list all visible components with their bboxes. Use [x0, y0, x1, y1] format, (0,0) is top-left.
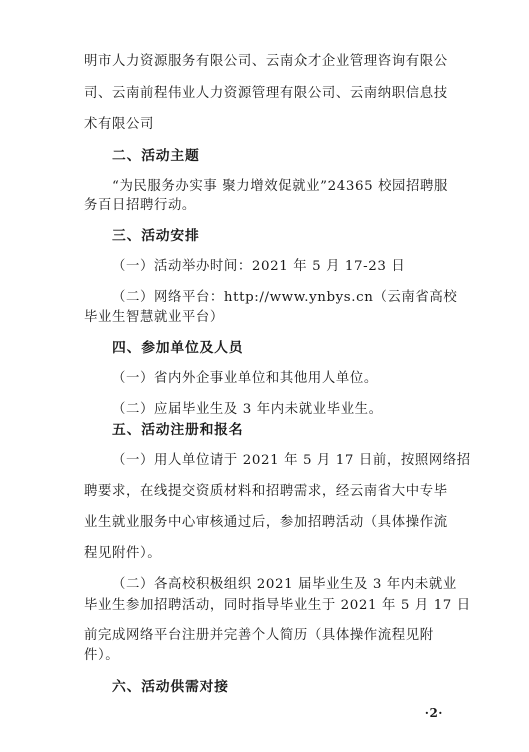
section-heading-registration: 五、活动注册和报名: [112, 422, 244, 438]
registration-item-1-line-3: 业生就业服务中心审核通过后，参加招聘活动（具体操作流: [84, 515, 448, 530]
section-heading-matching: 六、活动供需对接: [112, 679, 229, 695]
schedule-item-time: （一）活动举办时间：2021 年 5 月 17-23 日: [112, 259, 406, 274]
page-number: ·2·: [424, 706, 443, 720]
participants-item-2: （二）应届毕业生及 3 年内未就业毕业生。: [112, 402, 383, 417]
section-heading-participants: 四、参加单位及人员: [112, 340, 244, 356]
registration-item-2-line-2: 毕业生参加招聘活动，同时指导毕业生于 2021 年 5 月 17 日: [84, 598, 471, 613]
schedule-item-platform-line-1: （二）网络平台：http://www.ynbys.cn（云南省高校: [112, 290, 458, 305]
companies-line-1: 明市人力资源服务有限公司、云南众才企业管理咨询有限公: [84, 54, 448, 69]
registration-item-1-line-4: 程见附件）。: [84, 546, 162, 561]
companies-line-3: 术有限公司: [84, 117, 154, 132]
registration-item-2-line-3: 前完成网络平台注册并完善个人简历（具体操作流程见附: [84, 628, 434, 643]
section-heading-schedule: 三、活动安排: [112, 228, 200, 244]
registration-item-2-line-4: 件）。: [84, 648, 120, 663]
theme-line-2: 务百日招聘行动。: [84, 198, 196, 213]
schedule-item-platform-line-2: 毕业生智慧就业平台）: [84, 310, 224, 325]
registration-item-1-line-1: （一）用人单位请于 2021 年 5 月 17 日前，按照网络招: [112, 453, 471, 468]
registration-item-1-line-2: 聘要求，在线提交资质材料和招聘需求，经云南省大中专毕: [84, 484, 448, 499]
section-heading-theme: 二、活动主题: [112, 148, 200, 164]
registration-item-2-line-1: （二）各高校积极组织 2021 届毕业生及 3 年内未就业: [112, 577, 457, 592]
participants-item-1: （一）省内外企事业单位和其他用人单位。: [112, 371, 378, 386]
companies-line-2: 司、云南前程伟业人力资源管理有限公司、云南纳职信息技: [84, 86, 448, 101]
theme-line-1: “为民服务办实事 聚力增效促就业”24365 校园招聘服: [112, 179, 449, 194]
